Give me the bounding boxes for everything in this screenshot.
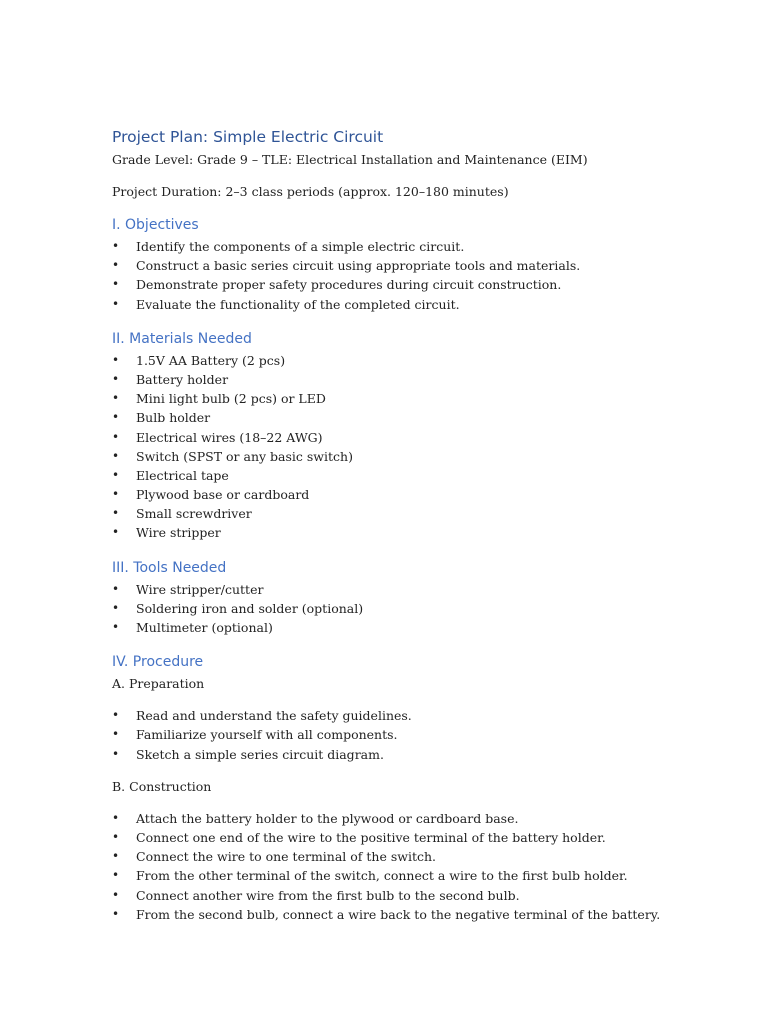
grade-level: Grade Level: Grade 9 – TLE: Electrical Installation and Maintenance (EIM): [112, 152, 588, 167]
list-item: [112, 828, 732, 847]
list-item-text: Battery holder: [136, 371, 229, 387]
list-item: [112, 523, 732, 542]
bullet-icon: •: [112, 727, 120, 742]
list-item-text: Wire stripper/cutter: [136, 581, 264, 597]
list-item: [112, 447, 732, 466]
list-item: [112, 389, 732, 408]
bullet-icon: •: [112, 620, 120, 634]
list-item-text: Connect the wire to one terminal of the switch.: [136, 849, 436, 865]
objectives-heading: I. Objectives: [112, 217, 199, 233]
list-item-text: From the second bulb, connect a wire back to the negative terminal of the battery.: [136, 906, 661, 922]
list-item-text: Mini light bulb (2 pcs) or LED: [136, 391, 326, 407]
bullet-icon: •: [112, 600, 120, 615]
list-item-text: 1.5V AA Battery (2 pcs): [136, 352, 286, 368]
list-item-text: Sketch a simple series circuit diagram.: [136, 746, 384, 762]
spacer: [112, 314, 732, 327]
bullet-icon: •: [112, 296, 120, 311]
bullet-icon: •: [112, 258, 120, 273]
list-item-text: Electrical tape: [136, 467, 229, 483]
bullet-icon: •: [112, 708, 120, 723]
preparation-list: [112, 706, 732, 764]
spacer: [112, 637, 732, 650]
bullet-icon: •: [112, 352, 120, 367]
list-item: [112, 745, 732, 764]
list-item-text: Read and understand the safety guidelines.: [136, 708, 412, 724]
list-item-text: Connect another wire from the first bulb to the second bulb.: [136, 887, 520, 903]
list-item-text: Identify the components of a simple electric circuit.: [136, 239, 465, 254]
bullet-icon: •: [112, 506, 120, 521]
spacer: [112, 693, 732, 706]
bullet-icon: •: [112, 868, 120, 883]
list-item: [112, 580, 732, 599]
list-item-text: Evaluate the functionality of the completed circuit.: [136, 296, 460, 312]
list-item: [112, 295, 732, 314]
bullet-icon: •: [112, 239, 120, 253]
list-item: [112, 886, 732, 905]
tools-heading: III. Tools Needed: [112, 559, 227, 576]
list-item: [112, 275, 732, 294]
bullet-icon: •: [112, 887, 120, 902]
procedure-section: [112, 650, 732, 924]
construction-list: [112, 809, 732, 924]
list-item: [112, 256, 732, 275]
bullet-icon: •: [112, 410, 120, 425]
list-item: [112, 237, 732, 256]
objectives-list: [112, 237, 732, 314]
list-item-text: Wire stripper: [136, 525, 221, 541]
list-item-text: Multimeter (optional): [136, 620, 273, 635]
construction-label: B. Construction: [112, 778, 212, 794]
list-item-text: Construct a basic series circuit using appropriate tools and materials.: [136, 258, 581, 274]
list-item-text: Electrical wires (18–22 AWG): [136, 429, 323, 445]
list-item: [112, 847, 732, 866]
document-title: Project Plan: Simple Electric Circuit: [112, 128, 384, 146]
list-item-text: Soldering iron and solder (optional): [136, 600, 364, 616]
list-item: [112, 428, 732, 447]
list-item: [112, 618, 732, 637]
list-item: [112, 809, 732, 828]
list-item: [112, 504, 732, 523]
list-item-text: Attach the battery holder to the plywood or cardboard base.: [136, 810, 519, 826]
project-duration: Project Duration: 2–3 class periods (approx. 120–180 minutes): [112, 184, 509, 199]
list-item-text: Plywood base or cardboard: [136, 487, 310, 503]
bullet-icon: •: [112, 277, 120, 292]
tools-list: [112, 580, 732, 638]
bullet-icon: •: [112, 829, 120, 844]
bullet-icon: •: [112, 906, 120, 921]
list-item: [112, 351, 732, 370]
list-item-text: Familiarize yourself with all components.: [136, 727, 398, 743]
list-item: [112, 485, 732, 504]
list-item: [112, 725, 732, 744]
preparation-label: A. Preparation: [112, 676, 205, 692]
bullet-icon: •: [112, 391, 120, 406]
bullet-icon: •: [112, 525, 120, 540]
list-item: [112, 905, 732, 924]
spacer: [112, 796, 732, 809]
spacer: [112, 169, 732, 182]
bullet-icon: •: [112, 448, 120, 463]
bullet-icon: •: [112, 429, 120, 444]
materials-heading: II. Materials Needed: [112, 330, 252, 347]
list-item-text: Bulb holder: [136, 410, 211, 426]
list-item: [112, 706, 732, 725]
list-item-text: From the other terminal of the switch, connect a wire to the first bulb holder.: [136, 868, 628, 884]
spacer: [112, 201, 732, 213]
materials-section: [112, 327, 732, 543]
list-item-text: Connect one end of the wire to the positive terminal of the battery holder.: [136, 829, 606, 845]
spacer: [112, 764, 732, 777]
document-page: [112, 124, 732, 924]
bullet-icon: •: [112, 467, 120, 482]
list-item: [112, 466, 732, 485]
spacer: [112, 543, 732, 556]
bullet-icon: •: [112, 810, 120, 825]
bullet-icon: •: [112, 746, 120, 761]
materials-list: [112, 351, 732, 543]
list-item: [112, 599, 732, 618]
list-item-text: Small screwdriver: [136, 506, 252, 522]
list-item-text: Switch (SPST or any basic switch): [136, 448, 353, 464]
bullet-icon: •: [112, 487, 120, 502]
bullet-icon: •: [112, 581, 120, 596]
bullet-icon: •: [112, 371, 120, 386]
list-item: [112, 370, 732, 389]
objectives-section: [112, 213, 732, 314]
tools-section: [112, 556, 732, 638]
procedure-heading: IV. Procedure: [112, 654, 204, 671]
list-item: [112, 866, 732, 885]
list-item: [112, 408, 732, 427]
list-item-text: Demonstrate proper safety procedures during circuit construction.: [136, 277, 562, 293]
bullet-icon: •: [112, 849, 120, 864]
